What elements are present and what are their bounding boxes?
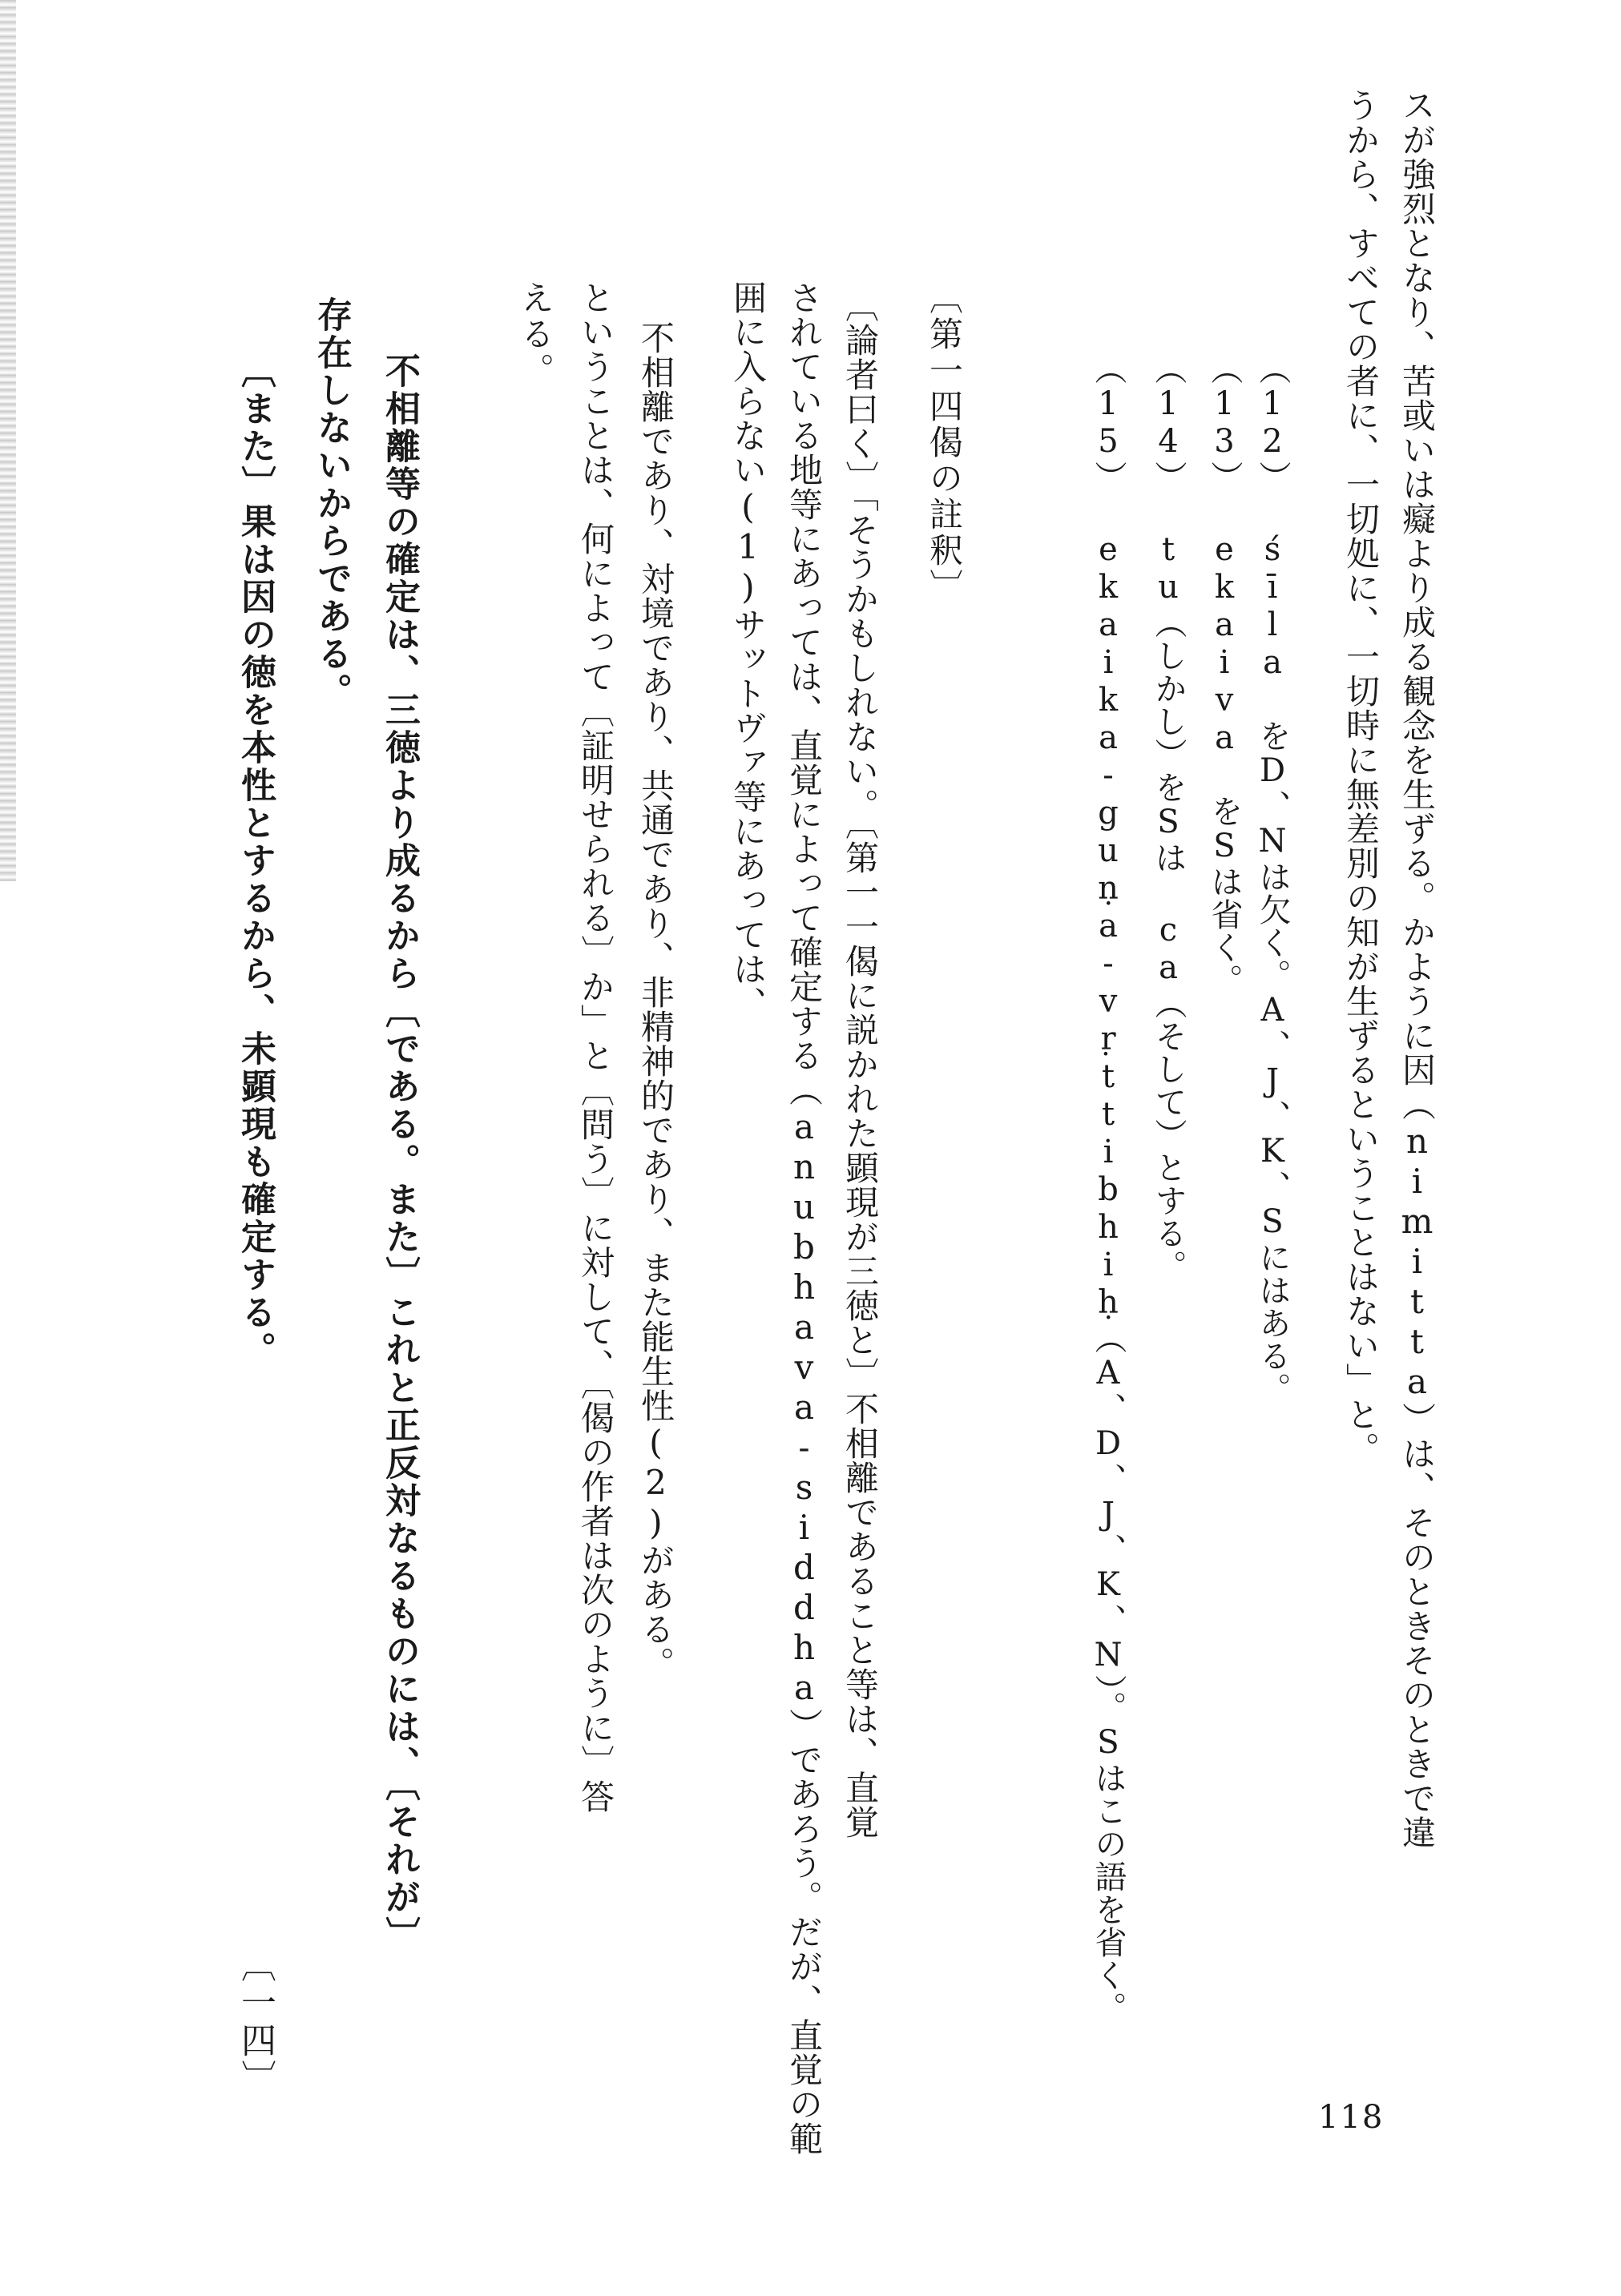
text-column-10: 不相離であり、対境であり、共通であり、非精神的であり、また能生性(2)がある。 [636,320,675,1681]
verse-line-2: 存在しないからである。 [311,296,352,711]
text-column-7: 〔論者曰く〕「そうかもしれない。〔第一一偈に説かれた顕現が三徳と〕不相離であること等は、直覚 [841,288,880,1839]
note-15: （15） ekaika-guṇa-vṛttibhiḥ（A、D、J、K、N）。Sはこの語を省く。 [1090,352,1127,2024]
text-column-1: スが強烈となり、苦或いは癡より成る観念を生ずる。かように因（nimitta）は、そのときそのときで違 [1397,88,1437,1850]
text-column-9: 囲に入らない(1)サットヴァ等にあっては、 [728,280,768,1021]
section-heading: 〔第一四偈の註釈〕 [925,280,964,605]
text-column-2: うから、すべての者に、一切処に、一切時に無差別の知が生ずるということはない」と。 [1341,88,1381,1466]
note-14: （14） tu（しかし）をSは ca（そして）とする。 [1150,352,1187,1283]
verse-number: 〔一四〕 [235,1947,276,2097]
page-number: 118 [1318,2099,1385,2136]
binding-edge-shadow [0,0,16,881]
note-12: （12） śīla をD、Nは欠く。A、J、K、Sにはある。 [1254,352,1291,1405]
text-column-8: されている地等にあっては、直覚によって確定する（anubhava-siddha）であろう。だが、直覚の範 [784,280,824,2156]
verse-line-3: 〔また〕果は因の徳を本性とするから、未顕現も確定する。 [235,352,276,1369]
text-column-11: ということは、何によって〔証明せられる〕か」と〔問う〕に対して、〔偈の作者は次のように〕答 [576,280,615,1814]
text-column-12: える。 [516,280,555,389]
verse-line-1: 不相離等の確定は、三徳より成るから〔である。また〕これと正反対なるものには、〔それが〕 [379,352,420,1954]
note-13: （13） ekaiva をSは省く。 [1206,352,1243,997]
